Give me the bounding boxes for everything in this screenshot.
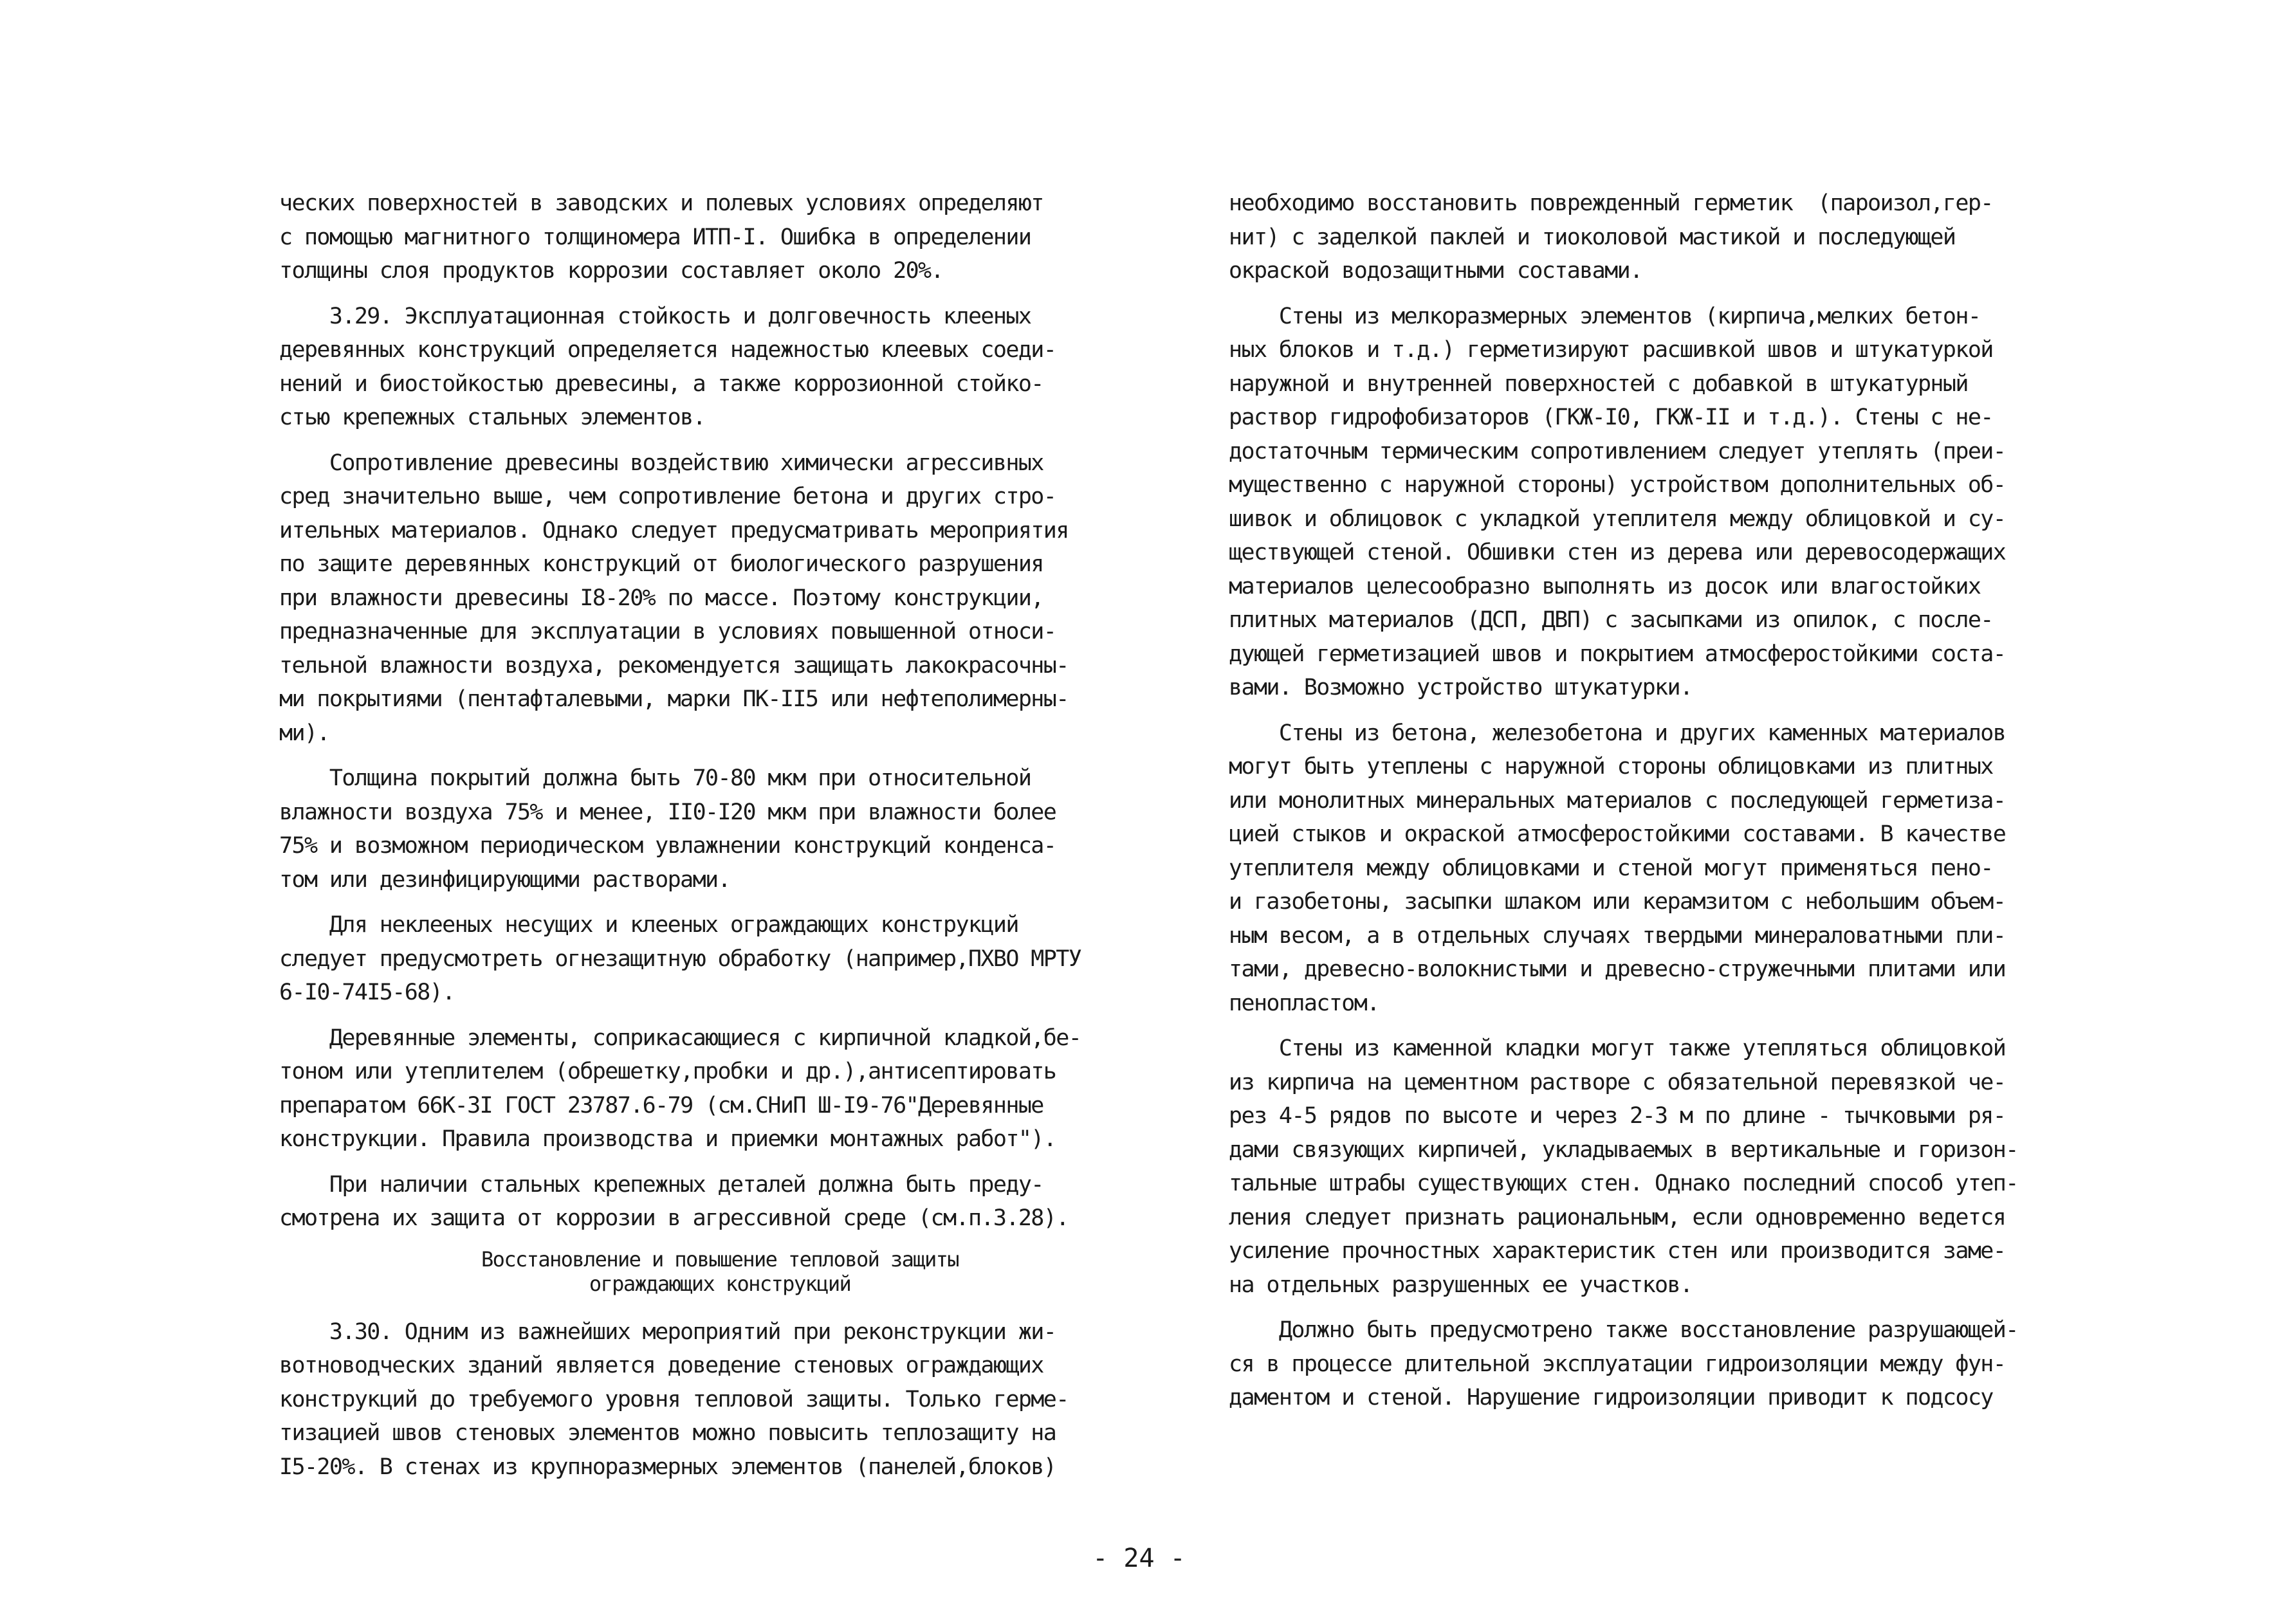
text-line: и газобетоны, засыпки шлаком или керамзитом с небольшим объем- bbox=[1229, 889, 2006, 915]
text-line: дами связующих кирпичей, укладываемых в вертикальные и горизон- bbox=[1229, 1136, 2018, 1163]
text-line: по защите деревянных конструкций от биологического разрушения bbox=[279, 551, 1043, 577]
text-line: конструкций до требуемого уровня тепловой защиты. Только герме- bbox=[279, 1386, 1069, 1412]
heading-line: Восстановление и повышение тепловой защиты bbox=[481, 1246, 959, 1272]
text-line: смотрена их защита от коррозии в агрессивной среде (см.п.3.28). bbox=[279, 1205, 1069, 1231]
text-line: шивок и облицовок с укладкой утеплителя между облицовкой и су- bbox=[1229, 506, 2006, 532]
text-line: Стены из мелкоразмерных элементов (кирпича,мелких бетон- bbox=[1229, 303, 1981, 329]
text-line: тельной влажности воздуха, рекомендуется защищать лакокрасочны- bbox=[279, 652, 1069, 679]
paragraph bbox=[279, 187, 1161, 288]
text-line: раствор гидрофобизаторов (ГКЖ-I0, ГКЖ-II и т.д.). Стены с не- bbox=[1229, 405, 1993, 430]
left-column bbox=[279, 187, 1161, 1495]
text-line: мущественно с наружной стороны) устройством дополнительных об- bbox=[1229, 472, 2006, 498]
text-line: при влажности древесины I8-20% по массе. Поэтому конструкции, bbox=[279, 585, 1043, 611]
right-column bbox=[1229, 187, 2091, 1427]
text-line: ительных материалов. Однако следует предусматривать мероприятия bbox=[279, 517, 1069, 543]
text-line: Для неклееных несущих и клееных ограждающих конструкций bbox=[279, 912, 1018, 938]
text-line: ми). bbox=[279, 720, 329, 746]
text-line: I5-20%. В стенах из крупноразмерных элементов (панелей,блоков) bbox=[279, 1454, 1056, 1480]
heading-line: ограждающих конструкций bbox=[589, 1271, 851, 1296]
paragraph bbox=[279, 1168, 1161, 1236]
text-line: При наличии стальных крепежных деталей должна быть преду- bbox=[279, 1171, 1043, 1198]
text-line: 6-I0-74I5-68). bbox=[279, 980, 455, 1005]
paragraph bbox=[1229, 1313, 2091, 1415]
text-line: наружной и внутренней поверхностей с добавкой в штукатурный bbox=[1229, 370, 1968, 397]
text-line: тальные штрабы существующих стен. Однако последний способ утеп- bbox=[1229, 1171, 2018, 1196]
text-line: из кирпича на цементном растворе с обязательной перевязкой че- bbox=[1229, 1069, 2006, 1095]
text-line: конструкции. Правила производства и приемки монтажных работ"). bbox=[279, 1126, 1056, 1152]
paragraph bbox=[1229, 1032, 2091, 1302]
text-line: даментом и стеной. Нарушение гидроизоляции приводит к подсосу bbox=[1229, 1385, 1993, 1410]
text-line: утеплителя между облицовками и стеной могут применяться пено- bbox=[1229, 855, 1993, 881]
text-line: достаточным термическим сопротивлением следует утеплять (преи- bbox=[1229, 438, 2006, 464]
text-line: Стены из каменной кладки могут также утепляться облицовкой bbox=[1229, 1036, 2006, 1061]
paragraph bbox=[279, 300, 1161, 435]
section-heading bbox=[279, 1247, 1161, 1296]
text-line: тоном или утеплителем (обрешетку,пробки и др.),антисептировать bbox=[279, 1059, 1056, 1084]
text-line: на отдельных разрушенных ее участков. bbox=[1229, 1272, 1693, 1298]
text-line: рез 4-5 рядов по высоте и через 2-3 м по длине - тычковыми ря- bbox=[1229, 1103, 2006, 1129]
text-line: с помощью магнитного толщиномера ИТП-I. Ошибка в определении bbox=[279, 224, 1031, 250]
text-line: плитных материалов (ДСП, ДВП) с засыпками из опилок, с после- bbox=[1229, 607, 1993, 633]
page-number: - 24 - bbox=[1092, 1544, 1186, 1573]
paragraph bbox=[279, 908, 1161, 1010]
text-line: 3.30. Одним из важнейших мероприятий при реконструкции жи- bbox=[279, 1318, 1056, 1345]
text-line: пенопластом. bbox=[1229, 990, 1379, 1016]
text-line: Толщина покрытий должна быть 70-80 мкм при относительной bbox=[279, 765, 1031, 791]
text-line: ления следует признать рациональным, если одновременно ведется bbox=[1229, 1204, 2006, 1230]
paragraph bbox=[279, 1021, 1161, 1156]
text-line: Сопротивление древесины воздействию химически агрессивных bbox=[279, 450, 1043, 476]
text-line: материалов целесообразно выполнять из досок или влагостойких bbox=[1229, 573, 1981, 599]
text-line: деревянных конструкций определяется надежностью клеевых соеди- bbox=[279, 337, 1056, 363]
text-line: необходимо восстановить поврежденный герметик (пароизол,гер- bbox=[1229, 190, 1993, 216]
text-line: предназначенные для эксплуатации в условиях повышенной относи- bbox=[279, 619, 1056, 644]
text-line: ществующей стеной. Обшивки стен из дерева или деревосодержащих bbox=[1229, 540, 2006, 565]
text-line: могут быть утеплены с наружной стороны облицовками из плитных bbox=[1229, 754, 1993, 780]
text-line: нит) с заделкой паклей и тиоколовой мастикой и последующей bbox=[1229, 224, 1956, 250]
paragraph bbox=[1229, 716, 2091, 1021]
text-line: нений и биостойкостью древесины, а также коррозионной стойко- bbox=[279, 370, 1043, 397]
text-line: цией стыков и окраской атмосферостойкими составами. В качестве bbox=[1229, 821, 2006, 847]
paragraph bbox=[279, 1315, 1161, 1484]
text-line: 3.29. Эксплуатационная стойкость и долговечность клееных bbox=[279, 303, 1031, 329]
text-line: 75% и возможном периодическом увлажнении конструкций конденса- bbox=[279, 833, 1056, 859]
text-line: окраской водозащитными составами. bbox=[1229, 258, 1642, 284]
paragraph bbox=[1229, 300, 2091, 705]
text-line: Деревянные элементы, соприкасающиеся с кирпичной кладкой,бе- bbox=[279, 1025, 1081, 1051]
text-line: ным весом, а в отдельных случаях твердыми минераловатными пли- bbox=[1229, 922, 2006, 949]
text-line: усиление прочностных характеристик стен или производится заме- bbox=[1229, 1238, 2006, 1264]
text-line: ных блоков и т.д.) герметизируют расшивкой швов и штукатуркой bbox=[1229, 337, 1993, 363]
text-line: ся в процессе длительной эксплуатации гидроизоляции между фун- bbox=[1229, 1351, 2006, 1377]
paragraph bbox=[279, 762, 1161, 897]
text-line: вами. Возможно устройство штукатурки. bbox=[1229, 675, 1693, 700]
text-line: том или дезинфицирующими растворами. bbox=[279, 866, 730, 893]
text-line: сред значительно выше, чем сопротивление бетона и других стро- bbox=[279, 484, 1056, 509]
text-line: Стены из бетона, железобетона и других каменных материалов bbox=[1229, 720, 2006, 746]
text-line: вотноводческих зданий является доведение стеновых ограждающих bbox=[279, 1353, 1043, 1378]
paragraph bbox=[279, 446, 1161, 751]
paragraph bbox=[1229, 187, 2091, 288]
text-line: тами, древесно-волокнистыми и древесно-стружечными плитами или bbox=[1229, 956, 2006, 982]
text-line: ми покрытиями (пентафталевыми, марки ПК-II5 или нефтеполимерны- bbox=[279, 686, 1069, 712]
text-line: стью крепежных стальных элементов. bbox=[279, 405, 706, 430]
text-line: Должно быть предусмотрено также восстановление разрушающей- bbox=[1229, 1317, 2018, 1343]
text-line: препаратом 66К-3I ГОСТ 23787.6-79 (см.СНиП Ш-I9-76"Деревянные bbox=[279, 1092, 1043, 1118]
text-line: тизацией швов стеновых элементов можно повысить теплозащиту на bbox=[279, 1420, 1056, 1446]
text-line: дующей герметизацией швов и покрытием атмосферостойкими соста- bbox=[1229, 641, 2006, 667]
text-line: ческих поверхностей в заводских и полевых условиях определяют bbox=[279, 190, 1043, 216]
text-line: или монолитных минеральных материалов с последующей герметиза- bbox=[1229, 787, 2006, 814]
text-line: следует предусмотреть огнезащитную обработку (например,ПХВО МРТУ bbox=[279, 945, 1081, 972]
text-line: влажности воздуха 75% и менее, II0-I20 мкм при влажности более bbox=[279, 799, 1056, 825]
text-line: толщины слоя продуктов коррозии составляет около 20%. bbox=[279, 258, 944, 284]
